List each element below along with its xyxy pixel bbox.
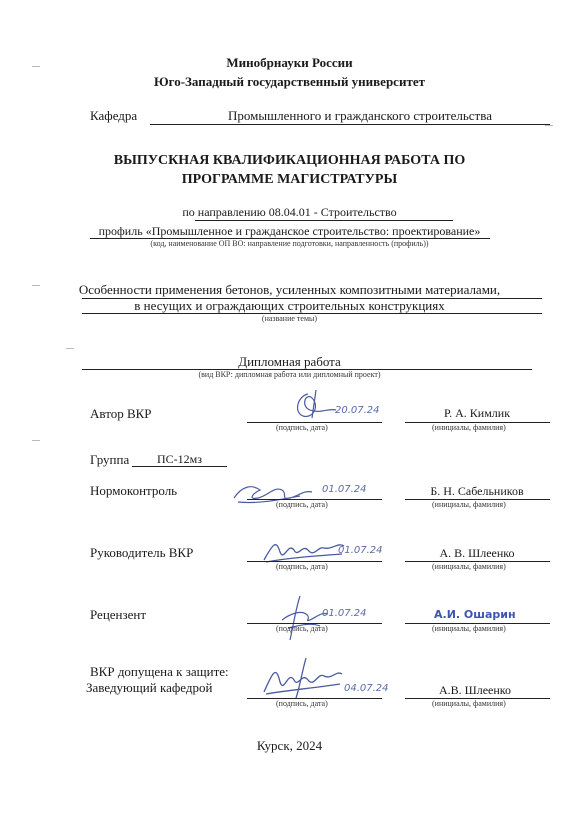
- reviewer-name-stamp: А.И. Ошарин: [434, 608, 516, 621]
- head-name: А.В. Шлеенко: [438, 683, 512, 697]
- margin-mark: [32, 440, 40, 441]
- head-date: 04.07.24: [344, 683, 389, 694]
- reviewer-name-caption: (инициалы, фамилия): [432, 624, 506, 633]
- supervisor-date: 01.07.24: [338, 545, 383, 556]
- topic-line1: Особенности применения бетонов, усиленных композитными материалами,: [78, 282, 501, 297]
- university-name: Юго-Западный государственный университет: [154, 74, 425, 89]
- supervisor-sign-caption: (подпись, дата): [276, 562, 328, 571]
- direction-line2: профиль «Промышленное и гражданское строительство: проектирование»: [98, 224, 481, 238]
- reviewer-signature: [270, 592, 340, 652]
- norm-control-date: 01.07.24: [322, 484, 367, 495]
- margin-mark: [545, 125, 553, 126]
- supervisor-name: А. В. Шлеенко: [439, 546, 515, 560]
- ministry-name: Минобрнауки России: [226, 55, 353, 70]
- department-underline: [150, 124, 550, 125]
- norm-control-label: Нормоконтроль: [90, 483, 178, 498]
- topic-caption: (название темы): [261, 314, 318, 323]
- direction-underline1: [195, 220, 453, 221]
- work-type-caption: (вид ВКР: дипломная работа или дипломный проект): [198, 370, 381, 379]
- department-value: Промышленного и гражданского строительства: [228, 108, 492, 123]
- work-type-value: Дипломная работа: [238, 354, 341, 369]
- supervisor-label: Руководитель ВКР: [90, 545, 194, 560]
- group-value: ПС-12мз: [157, 452, 202, 466]
- author-label: Автор ВКР: [90, 406, 152, 421]
- author-sign-caption: (подпись, дата): [276, 423, 328, 432]
- thesis-title-line2: ПРОГРАММЕ МАГИСТРАТУРЫ: [181, 172, 398, 187]
- direction-line1: по направлению 08.04.01 - Строительство: [182, 205, 397, 219]
- margin-mark: [66, 348, 74, 349]
- reviewer-label: Рецензент: [90, 607, 147, 622]
- topic-line2: в несущих и ограждающих строительных конструкциях: [134, 298, 445, 313]
- head-name-caption: (инициалы, фамилия): [432, 699, 506, 708]
- supervisor-name-caption: (инициалы, фамилия): [432, 562, 506, 571]
- author-date: 20.07.24: [335, 405, 380, 416]
- admission-line2: Заведующий кафедрой: [86, 680, 213, 695]
- norm-control-sign-caption: (подпись, дата): [276, 500, 328, 509]
- author-signature: [278, 386, 358, 422]
- group-label: Группа: [90, 452, 130, 467]
- group-underline: [132, 466, 227, 467]
- head-sign-caption: (подпись, дата): [276, 699, 328, 708]
- thesis-title-line1: ВЫПУСКНАЯ КВАЛИФИКАЦИОННАЯ РАБОТА ПО: [113, 153, 466, 168]
- reviewer-sign-caption: (подпись, дата): [276, 624, 328, 633]
- head-signature: [256, 652, 346, 702]
- author-name-caption: (инициалы, фамилия): [432, 423, 506, 432]
- norm-control-name-caption: (инициалы, фамилия): [432, 500, 506, 509]
- department-label: Кафедра: [90, 108, 138, 123]
- norm-control-name: Б. Н. Сабельников: [430, 484, 524, 498]
- reviewer-date: 01.07.24: [322, 608, 367, 619]
- admission-line1: ВКР допущена к защите:: [90, 664, 229, 679]
- author-name: Р. А. Кимлик: [443, 406, 511, 420]
- city-year: Курск, 2024: [256, 738, 323, 753]
- direction-caption: (код, наименование ОП ВО: направление подготовки, направленность (профиль)): [150, 239, 429, 248]
